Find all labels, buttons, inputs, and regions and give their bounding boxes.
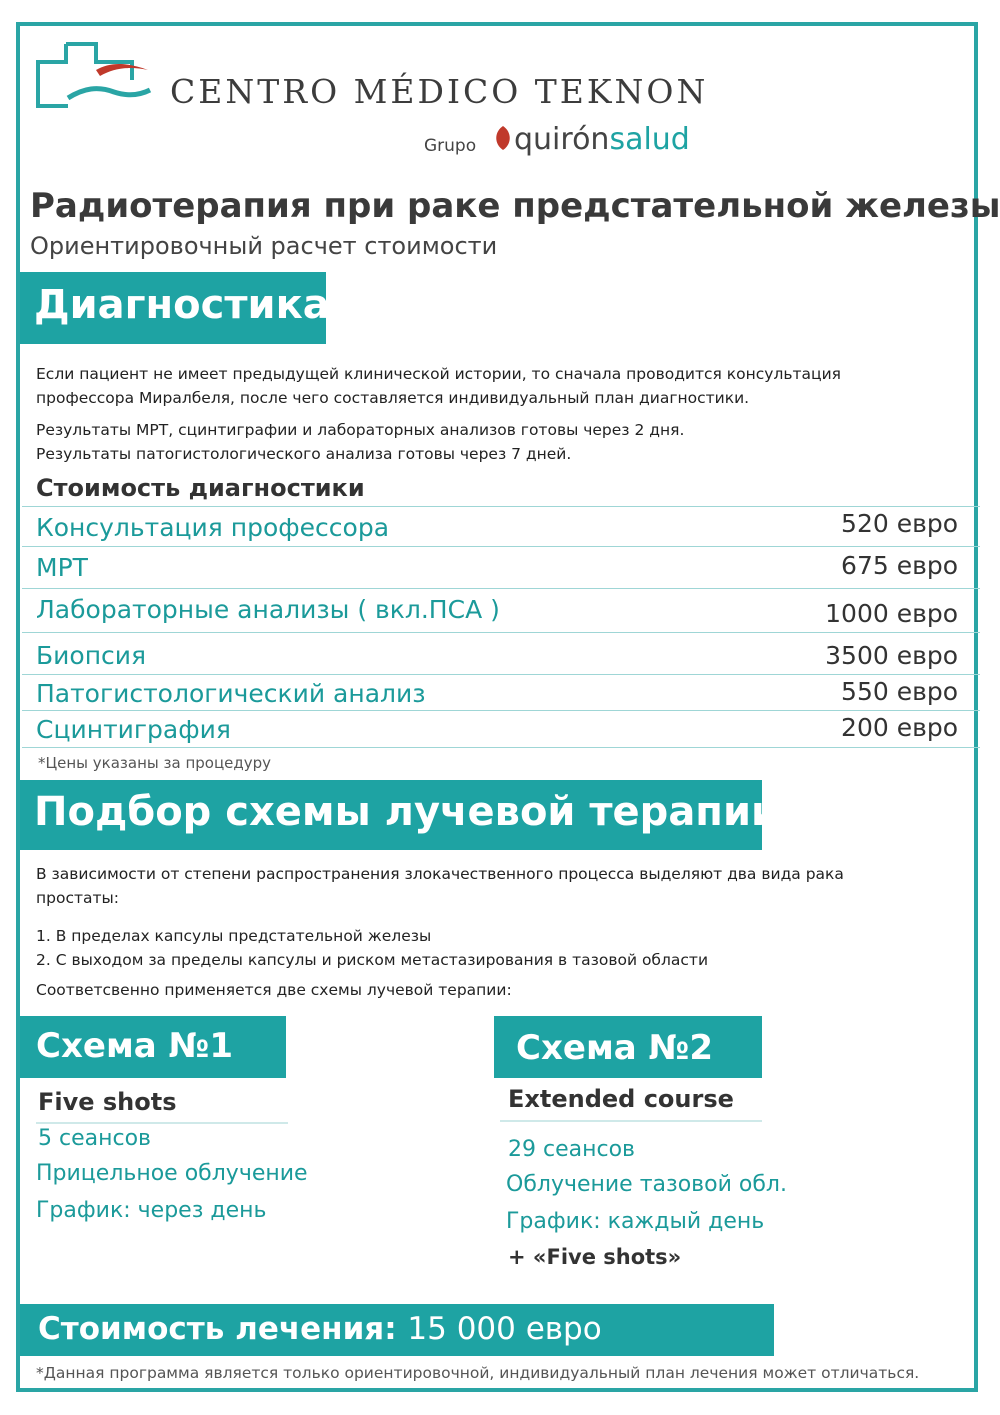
therapy-type-item: 2. С выходом за пределы капсулы и риском метастазирования в тазовой области xyxy=(36,951,709,969)
total-cost-value: 15 000 евро xyxy=(407,1311,602,1347)
scheme2-item: 29 сеансов xyxy=(508,1137,636,1162)
scheme2-subheading: Extended course xyxy=(508,1085,734,1113)
price-row xyxy=(22,506,980,546)
price-item-value: 550 евро xyxy=(841,677,958,706)
price-row xyxy=(22,546,980,588)
scheme2-heading: Схема №2 xyxy=(494,1016,762,1078)
brand-name: CENTRO MÉDICO TEKNON xyxy=(170,72,709,111)
price-note: *Цены указаны за процедуру xyxy=(38,754,272,772)
page-subtitle: Ориентировочный расчет стоимости xyxy=(30,232,498,260)
price-row xyxy=(22,588,980,632)
page-title: Радиотерапия при раке предстательной железы xyxy=(30,186,1000,226)
quiron-leaf-icon xyxy=(492,124,514,152)
therapy-types xyxy=(36,924,906,972)
scheme2-divider xyxy=(500,1120,762,1122)
price-item-name: Сцинтиграфия xyxy=(36,715,231,744)
cross-logo-icon xyxy=(34,40,154,110)
price-item-value: 200 евро xyxy=(841,713,958,742)
group-brand-part1: quirón xyxy=(514,122,610,157)
footer-note: *Данная программа является только ориентировочной, индивидуальный план лечения может отличаться. xyxy=(36,1364,920,1382)
group-brand xyxy=(492,122,690,157)
therapy-type-item: 1. В пределах капсулы предстательной железы xyxy=(36,927,432,945)
price-item-name: Лабораторные анализы ( вкл.ПСА ) xyxy=(36,595,500,624)
diagnostics-heading: Диагностика xyxy=(20,272,326,344)
group-brand-part2: salud xyxy=(609,122,690,157)
price-item-value: 3500 евро xyxy=(825,641,958,670)
scheme1-divider xyxy=(36,1122,288,1124)
total-cost-band xyxy=(20,1304,774,1356)
price-item-value: 675 евро xyxy=(841,551,958,580)
scheme1-item: График: через день xyxy=(36,1198,267,1223)
diagnostics-results-line-1: Результаты МРТ, сцинтиграфии и лабораторных анализов готовы через 2 дня. xyxy=(36,421,685,439)
price-item-value: 1000 евро xyxy=(825,599,958,628)
price-row xyxy=(22,710,980,748)
therapy-conclusion: Соответсвенно применяется две схемы лучевой терапии: xyxy=(36,981,512,999)
scheme1-heading: Схема №1 xyxy=(20,1016,286,1078)
scheme1-item: 5 сеансов xyxy=(38,1126,152,1151)
price-row xyxy=(22,674,980,710)
scheme2-item: График: каждый день xyxy=(506,1209,765,1234)
scheme1-item: Прицельное облучение xyxy=(36,1161,308,1186)
price-item-name: Консультация профессора xyxy=(36,513,390,542)
price-item-name: МРТ xyxy=(36,553,88,582)
diagnostics-cost-heading: Стоимость диагностики xyxy=(36,474,365,502)
total-cost-label: Стоимость лечения: xyxy=(38,1311,397,1347)
price-row xyxy=(22,632,980,674)
price-item-name: Патогистологический анализ xyxy=(36,679,426,708)
diagnostics-paragraph-1: Если пациент не имеет предыдущей клинической истории, то сначала проводится консультация профессора Миралбеля, после чего составляется индивидуальный план диагностики. xyxy=(36,365,841,407)
price-item-name: Биопсия xyxy=(36,641,147,670)
therapy-intro: В зависимости от степени распространения злокачественного процесса выделяют два вида рака простаты: xyxy=(36,865,844,907)
therapy-heading: Подбор схемы лучевой терапии xyxy=(20,780,762,850)
scheme2-extra: + «Five shots» xyxy=(508,1245,682,1269)
diagnostics-results-line-2: Результаты патогистологического анализа готовы через 7 дней. xyxy=(36,445,572,463)
scheme1-subheading: Five shots xyxy=(38,1088,177,1116)
scheme2-item: Облучение тазовой обл. xyxy=(506,1172,787,1197)
group-label: Grupo xyxy=(424,136,477,156)
diagnostics-paragraph-2 xyxy=(36,418,906,466)
price-item-value: 520 евро xyxy=(841,509,958,538)
